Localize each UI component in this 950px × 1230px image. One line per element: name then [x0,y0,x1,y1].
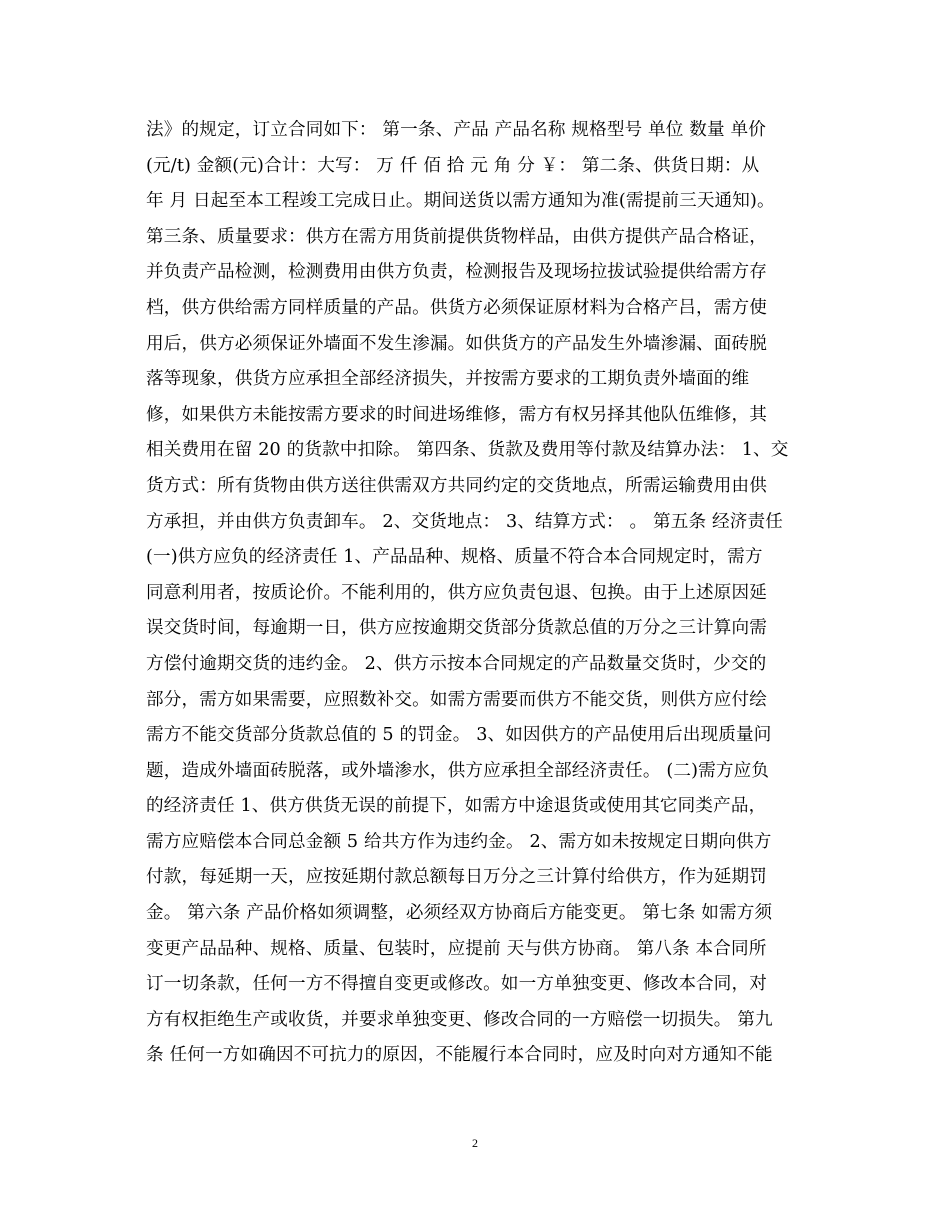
text-line: 付款，每延期一天，应按延期付款总额每日万分之三计算付给供方，作为延期罚 [146,867,768,888]
text-line: 落等现象，供货方应承担全部经济损失，并按需方要求的工期负责外墙面的维 [146,369,750,390]
text-line: 方偿付逾期交货的违约金。 2、供方示按本合同规定的产品数量交货时，少交的 [146,653,767,674]
text-line: 变更产品品种、规格、质量、包装时，应提前 天与供方协商。 第八条 本合同所 [146,938,767,959]
text-line: 相关费用在留 20 的货款中扣除。 第四条、货款及费用等付款及结算办法： 1、交 [146,440,789,461]
text-line: 的经济责任 1、供方供货无误的前提下，如需方中途退货或使用其它同类产品， [146,796,767,817]
text-line: (元/t) 金额(元)合计：大写： 万 仟 佰 拾 元 角 分 ￥： 第二条、供货日期：从 [146,155,760,176]
text-line: 需方不能交货部分货款总值的 5 的罚金。 3、如因供方的产品使用后出现质量问 [146,725,772,746]
text-line: 档，供方供给需方同样质量的产品。供货方必须保证原材料为合格产吕，需方使 [146,297,768,318]
text-line: 金。 第六条 产品价格如须调整，必须经双方协商后方能变更。 第七条 如需方须 [146,903,773,924]
text-line: 第三条、质量要求：供方在需方用货前提供货物样品，由供方提供产品合格证， [146,226,768,247]
text-line: 用后，供方必须保证外墙面不发生渗漏。如供货方的产品发生外墙渗漏、面砖脱 [146,333,768,354]
text-line: 需方应赔偿本合同总金额 5 给共方作为违约金。 2、需方如未按规定日期向供方 [146,831,772,852]
text-line: 并负责产品检测，检测费用由供方负责，检测报告及现场拉拔试验提供给需方存 [146,262,768,283]
text-line: 同意利用者，按质论价。不能利用的，供方应负责包退、包换。由于上述原因延 [146,582,768,603]
text-line: 误交货时间，每逾期一日，供方应按逾期交货部分货款总值的万分之三计算向需 [146,618,768,639]
text-line: 方承担，并由供方负责卸车。 2、交货地点： 3、结算方式： 。 第五条 经济责任 [146,511,783,532]
text-line: 修，如果供方未能按需方要求的时间进场维修，需方有权另择其他队伍维修，其 [146,404,768,425]
text-line: 方有权拒绝生产或收货，并要求单独变更、修改合同的一方赔偿一切损失。 第九 [146,1009,773,1030]
contract-body-text [146,113,808,1074]
text-line: 货方式：所有货物由供方送往供需双方共同约定的交货地点，所需运输费用由供 [146,475,768,496]
text-line: 法》的规定，订立合同如下： 第一条、产品 产品名称 规格型号 单位 数量 单价 [146,120,767,140]
page-number: 2 [472,1136,478,1150]
text-line: 条 任何一方如确因不可抗力的原因，不能履行本合同时，应及时向对方通知不能 [146,1045,773,1066]
text-line: (一)供方应负的经济责任 1、产品品种、规格、质量不符合本合同规定时，需方 [146,547,763,568]
text-line: 年 月 日起至本工程竣工完成日止。期间送货以需方通知为准(需提前三天通知)。 [146,191,775,212]
text-line: 题，造成外墙面砖脱落，或外墙渗水，供方应承担全部经济责任。 (二)需方应负 [146,760,770,781]
text-line: 订一切条款，任何一方不得擅自变更或修改。如一方单独变更、修改本合同，对 [146,974,768,995]
text-line: 部分，需方如果需要，应照数补交。如需方需要而供方不能交货，则供方应付绘 [146,689,768,710]
